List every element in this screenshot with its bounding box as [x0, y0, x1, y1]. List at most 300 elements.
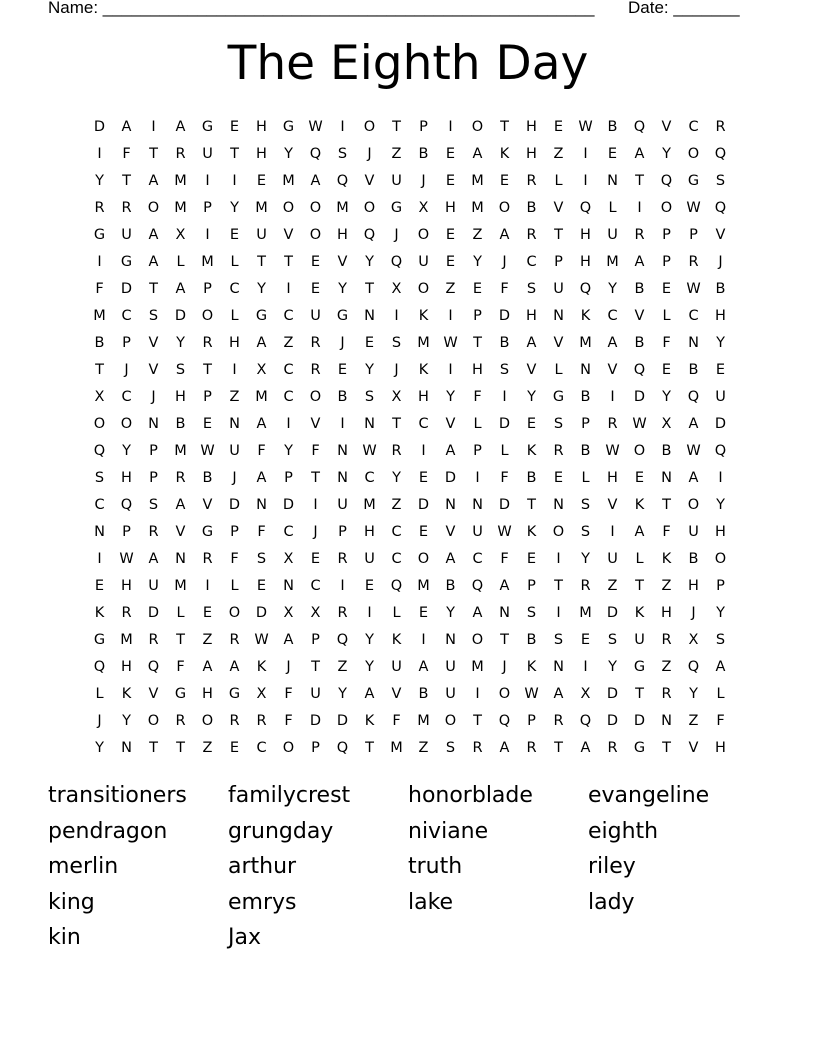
grid-letter[interactable]: N — [94, 524, 105, 540]
grid-letter[interactable]: W — [119, 551, 134, 567]
grid-letter[interactable]: U — [418, 254, 429, 270]
grid-letter[interactable]: W — [308, 119, 323, 135]
grid-letter[interactable]: V — [148, 362, 159, 378]
grid-letter[interactable]: E — [553, 470, 564, 486]
grid-letter[interactable]: P — [149, 443, 158, 459]
grid-letter[interactable]: N — [580, 362, 591, 378]
grid-letter[interactable]: O — [471, 119, 484, 135]
grid-letter[interactable]: T — [554, 227, 563, 243]
grid-letter[interactable]: O — [660, 200, 673, 216]
grid-letter[interactable]: V — [607, 362, 618, 378]
grid-letter[interactable]: T — [176, 632, 185, 648]
grid-letter[interactable]: V — [175, 524, 186, 540]
grid-letter[interactable]: U — [202, 146, 213, 162]
grid-letter[interactable]: O — [498, 200, 511, 216]
grid-letter[interactable]: Q — [714, 146, 727, 162]
grid-letter[interactable]: Y — [473, 254, 482, 270]
grid-letter[interactable]: B — [337, 389, 348, 405]
grid-letter[interactable]: S — [175, 362, 186, 378]
grid-letter[interactable]: E — [364, 578, 375, 594]
grid-letter[interactable]: M — [174, 173, 187, 189]
grid-letter[interactable]: D — [444, 470, 457, 486]
grid-letter[interactable]: K — [634, 605, 645, 621]
grid-letter[interactable]: D — [228, 497, 241, 513]
grid-letter[interactable]: T — [392, 416, 401, 432]
grid-letter[interactable]: O — [417, 281, 430, 297]
grid-letter[interactable]: F — [230, 551, 239, 567]
grid-letter[interactable]: U — [391, 173, 402, 189]
grid-letter[interactable]: M — [120, 632, 133, 648]
grid-letter[interactable]: O — [147, 713, 160, 729]
grid-letter[interactable]: T — [230, 146, 239, 162]
grid-letter[interactable]: A — [472, 605, 483, 621]
grid-letter[interactable]: Y — [446, 389, 455, 405]
grid-letter[interactable]: A — [256, 416, 267, 432]
grid-letter[interactable]: M — [471, 659, 484, 675]
grid-letter[interactable]: E — [256, 578, 267, 594]
grid-letter[interactable]: I — [205, 578, 210, 594]
grid-letter[interactable]: I — [718, 470, 723, 486]
grid-letter[interactable]: Q — [309, 146, 322, 162]
grid-letter[interactable]: R — [553, 713, 564, 729]
grid-letter[interactable]: E — [661, 281, 672, 297]
grid-letter[interactable]: R — [175, 470, 186, 486]
grid-letter[interactable]: V — [310, 416, 321, 432]
grid-letter[interactable]: C — [283, 308, 294, 324]
grid-letter[interactable]: O — [282, 200, 295, 216]
grid-letter[interactable]: G — [93, 227, 106, 243]
grid-letter[interactable]: E — [418, 524, 429, 540]
grid-letter[interactable]: N — [472, 497, 483, 513]
grid-letter[interactable]: B — [580, 389, 591, 405]
grid-letter[interactable]: O — [471, 632, 484, 648]
grid-letter[interactable]: C — [283, 524, 294, 540]
grid-letter[interactable]: Z — [391, 497, 402, 513]
grid-letter[interactable]: W — [443, 335, 458, 351]
grid-letter[interactable]: K — [256, 659, 267, 675]
grid-letter[interactable]: A — [364, 686, 375, 702]
grid-letter[interactable]: G — [552, 389, 565, 405]
grid-letter[interactable]: A — [148, 227, 159, 243]
grid-letter[interactable]: G — [228, 686, 241, 702]
grid-letter[interactable]: U — [121, 227, 132, 243]
grid-letter[interactable]: H — [607, 470, 618, 486]
grid-letter[interactable]: D — [606, 605, 619, 621]
grid-letter[interactable]: R — [661, 686, 672, 702]
grid-letter[interactable]: C — [94, 497, 105, 513]
grid-letter[interactable]: Q — [714, 200, 727, 216]
grid-letter[interactable]: Q — [579, 200, 592, 216]
grid-letter[interactable]: Q — [147, 659, 160, 675]
grid-letter[interactable]: Q — [687, 389, 700, 405]
grid-letter[interactable]: F — [311, 443, 320, 459]
grid-letter[interactable]: S — [553, 632, 564, 648]
grid-letter[interactable]: B — [661, 443, 672, 459]
grid-letter[interactable]: R — [607, 740, 618, 756]
grid-letter[interactable]: T — [365, 740, 374, 756]
grid-letter[interactable]: R — [526, 740, 537, 756]
grid-letter[interactable]: P — [122, 524, 131, 540]
grid-letter[interactable]: W — [578, 119, 593, 135]
grid-letter[interactable]: I — [232, 362, 237, 378]
grid-letter[interactable]: A — [688, 470, 699, 486]
grid-letter[interactable]: X — [283, 605, 294, 621]
grid-letter[interactable]: T — [662, 740, 671, 756]
grid-letter[interactable]: R — [94, 200, 105, 216]
grid-letter[interactable]: Q — [579, 281, 592, 297]
grid-letter[interactable]: P — [581, 416, 590, 432]
grid-letter[interactable]: P — [311, 740, 320, 756]
grid-letter[interactable]: J — [340, 335, 345, 351]
grid-letter[interactable]: I — [502, 389, 507, 405]
grid-letter[interactable]: H — [175, 389, 186, 405]
grid-letter[interactable]: R — [472, 740, 483, 756]
grid-letter[interactable]: P — [149, 470, 158, 486]
grid-letter[interactable]: T — [554, 578, 563, 594]
grid-letter[interactable]: K — [661, 551, 672, 567]
grid-letter[interactable]: B — [526, 470, 537, 486]
grid-letter[interactable]: E — [256, 173, 267, 189]
grid-letter[interactable]: E — [526, 416, 537, 432]
grid-letter[interactable]: H — [688, 578, 699, 594]
grid-letter[interactable]: W — [686, 443, 701, 459]
grid-letter[interactable]: J — [691, 605, 696, 621]
grid-letter[interactable]: M — [174, 200, 187, 216]
grid-letter[interactable]: V — [661, 119, 672, 135]
grid-letter[interactable]: E — [202, 416, 213, 432]
grid-letter[interactable]: K — [526, 524, 537, 540]
grid-letter[interactable]: Q — [336, 173, 349, 189]
grid-letter[interactable]: A — [256, 470, 267, 486]
grid-letter[interactable]: E — [715, 362, 726, 378]
grid-letter[interactable]: L — [500, 443, 509, 459]
grid-letter[interactable]: N — [175, 551, 186, 567]
grid-letter[interactable]: D — [93, 119, 106, 135]
grid-letter[interactable]: M — [201, 254, 214, 270]
grid-letter[interactable]: R — [337, 551, 348, 567]
grid-letter[interactable]: W — [254, 632, 269, 648]
grid-letter[interactable]: A — [607, 335, 618, 351]
grid-letter[interactable]: M — [579, 605, 592, 621]
grid-letter[interactable]: E — [526, 551, 537, 567]
grid-letter[interactable]: G — [336, 308, 349, 324]
grid-letter[interactable]: P — [689, 227, 698, 243]
grid-letter[interactable]: U — [364, 551, 375, 567]
grid-letter[interactable]: M — [174, 578, 187, 594]
grid-letter[interactable]: C — [526, 254, 537, 270]
grid-letter[interactable]: U — [445, 686, 456, 702]
grid-letter[interactable]: E — [202, 605, 213, 621]
grid-letter[interactable]: B — [418, 146, 429, 162]
grid-letter[interactable]: T — [203, 362, 212, 378]
grid-letter[interactable]: B — [526, 632, 537, 648]
grid-letter[interactable]: P — [554, 254, 563, 270]
grid-letter[interactable]: K — [526, 659, 537, 675]
grid-letter[interactable]: A — [121, 119, 132, 135]
grid-letter[interactable]: E — [418, 470, 429, 486]
grid-letter[interactable]: J — [313, 524, 318, 540]
grid-letter[interactable]: O — [363, 200, 376, 216]
grid-letter[interactable]: U — [445, 659, 456, 675]
grid-letter[interactable]: H — [256, 119, 267, 135]
grid-letter[interactable]: I — [313, 497, 318, 513]
grid-letter[interactable]: Q — [93, 443, 106, 459]
grid-letter[interactable]: L — [581, 470, 590, 486]
grid-letter[interactable]: S — [148, 497, 159, 513]
grid-letter[interactable]: D — [633, 389, 646, 405]
grid-letter[interactable]: C — [391, 551, 402, 567]
grid-letter[interactable]: D — [606, 686, 619, 702]
grid-letter[interactable]: E — [499, 173, 510, 189]
grid-letter[interactable]: Q — [336, 740, 349, 756]
grid-letter[interactable]: V — [148, 686, 159, 702]
grid-letter[interactable]: E — [229, 119, 240, 135]
grid-letter[interactable]: I — [421, 443, 426, 459]
grid-letter[interactable]: A — [526, 335, 537, 351]
grid-letter[interactable]: T — [500, 119, 509, 135]
grid-letter[interactable]: Z — [391, 146, 402, 162]
grid-letter[interactable]: H — [526, 146, 537, 162]
grid-letter[interactable]: W — [362, 443, 377, 459]
grid-letter[interactable]: U — [148, 578, 159, 594]
grid-letter[interactable]: E — [310, 281, 321, 297]
grid-letter[interactable]: T — [392, 119, 401, 135]
grid-letter[interactable]: D — [606, 713, 619, 729]
grid-letter[interactable]: I — [205, 173, 210, 189]
grid-letter[interactable]: N — [364, 416, 375, 432]
grid-letter[interactable]: D — [336, 713, 349, 729]
grid-letter[interactable]: K — [418, 362, 429, 378]
grid-letter[interactable]: I — [340, 416, 345, 432]
grid-letter[interactable]: O — [417, 227, 430, 243]
grid-letter[interactable]: Y — [662, 146, 671, 162]
grid-letter[interactable]: H — [661, 605, 672, 621]
grid-letter[interactable]: Y — [716, 335, 725, 351]
grid-letter[interactable]: F — [122, 146, 131, 162]
grid-letter[interactable]: R — [580, 578, 591, 594]
grid-letter[interactable]: P — [284, 470, 293, 486]
grid-letter[interactable]: O — [309, 200, 322, 216]
grid-letter[interactable]: N — [121, 740, 132, 756]
grid-letter[interactable]: Y — [95, 173, 104, 189]
grid-letter[interactable]: I — [97, 146, 102, 162]
grid-letter[interactable]: S — [391, 335, 402, 351]
grid-letter[interactable]: P — [527, 578, 536, 594]
grid-letter[interactable]: I — [97, 551, 102, 567]
grid-letter[interactable]: I — [448, 308, 453, 324]
grid-letter[interactable]: L — [473, 416, 482, 432]
grid-letter[interactable]: R — [202, 335, 213, 351]
grid-letter[interactable]: I — [286, 416, 291, 432]
grid-letter[interactable]: W — [632, 416, 647, 432]
grid-letter[interactable]: Z — [688, 713, 699, 729]
grid-letter[interactable]: O — [201, 308, 214, 324]
grid-letter[interactable]: I — [205, 227, 210, 243]
grid-letter[interactable]: J — [286, 659, 291, 675]
grid-letter[interactable]: B — [607, 119, 618, 135]
grid-letter[interactable]: C — [121, 308, 132, 324]
grid-letter[interactable]: B — [418, 686, 429, 702]
grid-letter[interactable]: H — [418, 389, 429, 405]
grid-letter[interactable]: R — [553, 443, 564, 459]
grid-letter[interactable]: I — [151, 119, 156, 135]
grid-letter[interactable]: M — [417, 713, 430, 729]
grid-letter[interactable]: O — [120, 416, 133, 432]
grid-letter[interactable]: M — [471, 200, 484, 216]
grid-letter[interactable]: I — [340, 119, 345, 135]
grid-letter[interactable]: U — [391, 659, 402, 675]
grid-letter[interactable]: H — [580, 254, 591, 270]
grid-letter[interactable]: O — [498, 686, 511, 702]
grid-letter[interactable]: I — [367, 605, 372, 621]
grid-letter[interactable]: N — [148, 416, 159, 432]
grid-letter[interactable]: H — [229, 335, 240, 351]
grid-letter[interactable]: V — [634, 308, 645, 324]
grid-letter[interactable]: A — [445, 443, 456, 459]
grid-letter[interactable]: I — [583, 146, 588, 162]
grid-letter[interactable]: X — [580, 686, 591, 702]
grid-letter[interactable]: A — [445, 551, 456, 567]
grid-letter[interactable]: N — [229, 416, 240, 432]
grid-letter[interactable]: D — [147, 605, 160, 621]
grid-letter[interactable]: S — [607, 632, 618, 648]
grid-letter[interactable]: L — [554, 362, 563, 378]
grid-letter[interactable]: O — [228, 605, 241, 621]
grid-letter[interactable]: F — [257, 443, 266, 459]
grid-letter[interactable]: F — [176, 659, 185, 675]
grid-letter[interactable]: F — [284, 713, 293, 729]
grid-letter[interactable]: Q — [633, 362, 646, 378]
grid-letter[interactable]: Z — [661, 659, 672, 675]
grid-letter[interactable]: T — [284, 254, 293, 270]
grid-letter[interactable]: A — [634, 524, 645, 540]
grid-letter[interactable]: T — [662, 497, 671, 513]
grid-letter[interactable]: N — [688, 335, 699, 351]
grid-letter[interactable]: Y — [230, 200, 239, 216]
grid-letter[interactable]: I — [394, 308, 399, 324]
grid-letter[interactable]: C — [256, 740, 267, 756]
grid-letter[interactable]: E — [310, 254, 321, 270]
grid-letter[interactable]: S — [715, 173, 726, 189]
grid-letter[interactable]: O — [687, 497, 700, 513]
grid-letter[interactable]: P — [527, 713, 536, 729]
grid-letter[interactable]: K — [121, 686, 132, 702]
grid-letter[interactable]: T — [257, 254, 266, 270]
grid-letter[interactable]: R — [526, 173, 537, 189]
grid-letter[interactable]: I — [421, 632, 426, 648]
grid-letter[interactable]: B — [688, 362, 699, 378]
grid-letter[interactable]: L — [635, 551, 644, 567]
grid-letter[interactable]: O — [309, 389, 322, 405]
grid-letter[interactable]: T — [149, 281, 158, 297]
grid-letter[interactable]: Q — [633, 119, 646, 135]
grid-letter[interactable]: K — [580, 308, 591, 324]
grid-letter[interactable]: B — [445, 578, 456, 594]
grid-letter[interactable]: Y — [365, 659, 374, 675]
grid-letter[interactable]: G — [282, 119, 295, 135]
grid-letter[interactable]: H — [526, 308, 537, 324]
grid-letter[interactable]: A — [499, 740, 510, 756]
grid-letter[interactable]: U — [688, 524, 699, 540]
grid-letter[interactable]: Y — [527, 389, 536, 405]
grid-letter[interactable]: Z — [661, 578, 672, 594]
grid-letter[interactable]: T — [311, 659, 320, 675]
grid-letter[interactable]: E — [607, 146, 618, 162]
grid-letter[interactable]: J — [502, 254, 507, 270]
grid-letter[interactable]: E — [229, 227, 240, 243]
grid-letter[interactable]: L — [176, 254, 185, 270]
grid-letter[interactable]: E — [445, 173, 456, 189]
grid-letter[interactable]: Y — [689, 686, 698, 702]
grid-letter[interactable]: F — [500, 470, 509, 486]
grid-letter[interactable]: A — [175, 281, 186, 297]
grid-letter[interactable]: Y — [581, 551, 590, 567]
grid-letter[interactable]: B — [175, 416, 186, 432]
grid-letter[interactable]: Y — [176, 335, 185, 351]
grid-letter[interactable]: Y — [662, 389, 671, 405]
grid-letter[interactable]: A — [283, 632, 294, 648]
grid-letter[interactable]: I — [448, 362, 453, 378]
grid-letter[interactable]: A — [688, 416, 699, 432]
grid-letter[interactable]: L — [230, 578, 239, 594]
grid-letter[interactable]: A — [499, 578, 510, 594]
grid-letter[interactable]: O — [552, 524, 565, 540]
grid-letter[interactable]: F — [473, 389, 482, 405]
grid-letter[interactable]: F — [716, 713, 725, 729]
grid-letter[interactable]: U — [229, 443, 240, 459]
grid-letter[interactable]: U — [634, 632, 645, 648]
grid-letter[interactable]: D — [174, 308, 187, 324]
grid-letter[interactable]: N — [661, 470, 672, 486]
grid-letter[interactable]: Q — [471, 578, 484, 594]
grid-letter[interactable]: J — [151, 389, 156, 405]
grid-letter[interactable]: Y — [365, 254, 374, 270]
grid-letter[interactable]: G — [633, 659, 646, 675]
grid-letter[interactable]: R — [175, 146, 186, 162]
grid-letter[interactable]: C — [229, 281, 240, 297]
grid-letter[interactable]: I — [556, 551, 561, 567]
grid-letter[interactable]: J — [394, 227, 399, 243]
grid-letter[interactable]: A — [472, 146, 483, 162]
grid-letter[interactable]: Z — [202, 632, 213, 648]
grid-letter[interactable]: H — [715, 740, 726, 756]
grid-letter[interactable]: U — [310, 308, 321, 324]
grid-letter[interactable]: G — [174, 686, 187, 702]
grid-letter[interactable]: S — [715, 632, 726, 648]
grid-letter[interactable]: M — [471, 173, 484, 189]
grid-letter[interactable]: W — [497, 524, 512, 540]
grid-letter[interactable]: A — [634, 146, 645, 162]
grid-letter[interactable]: Y — [716, 497, 725, 513]
grid-letter[interactable]: I — [583, 659, 588, 675]
grid-letter[interactable]: M — [417, 578, 430, 594]
grid-letter[interactable]: D — [120, 281, 133, 297]
grid-letter[interactable]: D — [255, 605, 268, 621]
grid-letter[interactable]: P — [203, 389, 212, 405]
grid-letter[interactable]: S — [526, 281, 537, 297]
grid-letter[interactable]: K — [634, 497, 645, 513]
grid-letter[interactable]: H — [337, 227, 348, 243]
grid-letter[interactable]: O — [687, 146, 700, 162]
grid-letter[interactable]: A — [256, 335, 267, 351]
grid-letter[interactable]: I — [637, 200, 642, 216]
grid-letter[interactable]: W — [686, 281, 701, 297]
grid-letter[interactable]: Y — [716, 605, 725, 621]
grid-letter[interactable]: D — [714, 416, 727, 432]
grid-letter[interactable]: D — [282, 497, 295, 513]
grid-letter[interactable]: Y — [284, 443, 293, 459]
grid-letter[interactable]: Y — [95, 740, 104, 756]
